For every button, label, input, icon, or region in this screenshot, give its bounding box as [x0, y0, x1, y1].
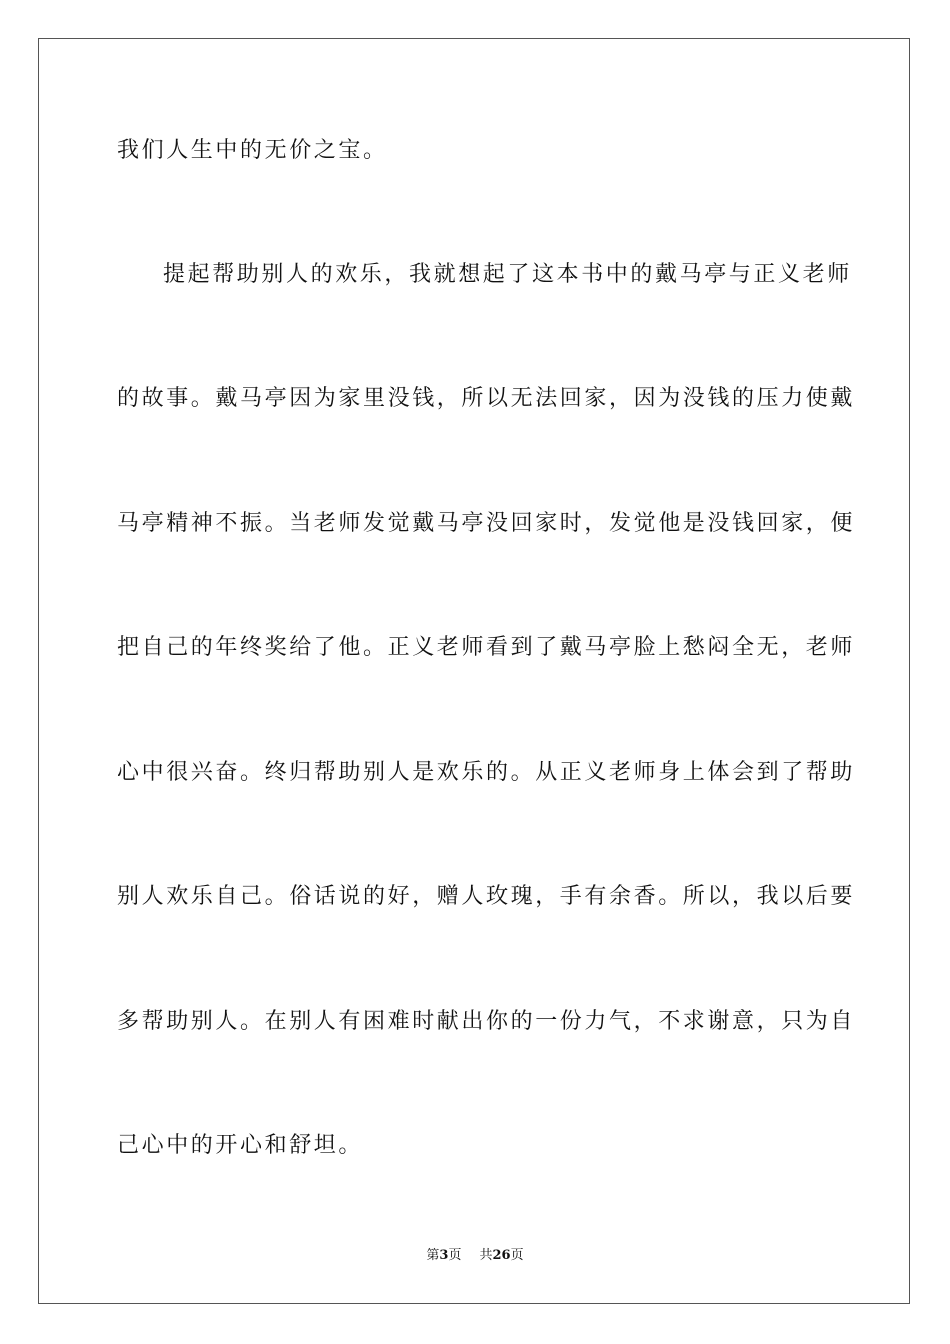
total-pages: 26: [492, 1248, 511, 1263]
text-line: 别人欢乐自己。俗话说的好，赠人玫瑰，手有余香。所以，我以后要: [117, 884, 856, 909]
text-line: 把自己的年终奖给了他。正义老师看到了戴马亭脸上愁闷全无，老师: [117, 635, 856, 660]
text-line: 的故事。戴马亭因为家里没钱，所以无法回家，因为没钱的压力使戴: [117, 386, 856, 411]
page-prefix: 第: [426, 1248, 440, 1263]
text-line: 己心中的开心和舒坦。: [117, 1133, 364, 1158]
total-suffix: 页: [510, 1248, 524, 1263]
text-line: 我们人生中的无价之宝。: [117, 138, 388, 163]
text-line: 心中很兴奋。终归帮助别人是欢乐的。从正义老师身上体会到了帮助: [117, 760, 856, 785]
page-suffix: 页: [448, 1248, 462, 1263]
page-number: 3: [439, 1248, 449, 1263]
text-line: 多帮助别人。在别人有困难时献出你的一份力气，不求谢意，只为自: [117, 1009, 856, 1034]
page-frame: [38, 38, 910, 1304]
paragraph-first-line: 提起帮助别人的欢乐，我就想起了这本书中的戴马亭与正义老师: [163, 262, 852, 287]
total-prefix: 共: [479, 1248, 493, 1263]
page-footer: [0, 1246, 950, 1266]
text-line: 马亭精神不振。当老师发觉戴马亭没回家时，发觉他是没钱回家，便: [117, 511, 856, 536]
